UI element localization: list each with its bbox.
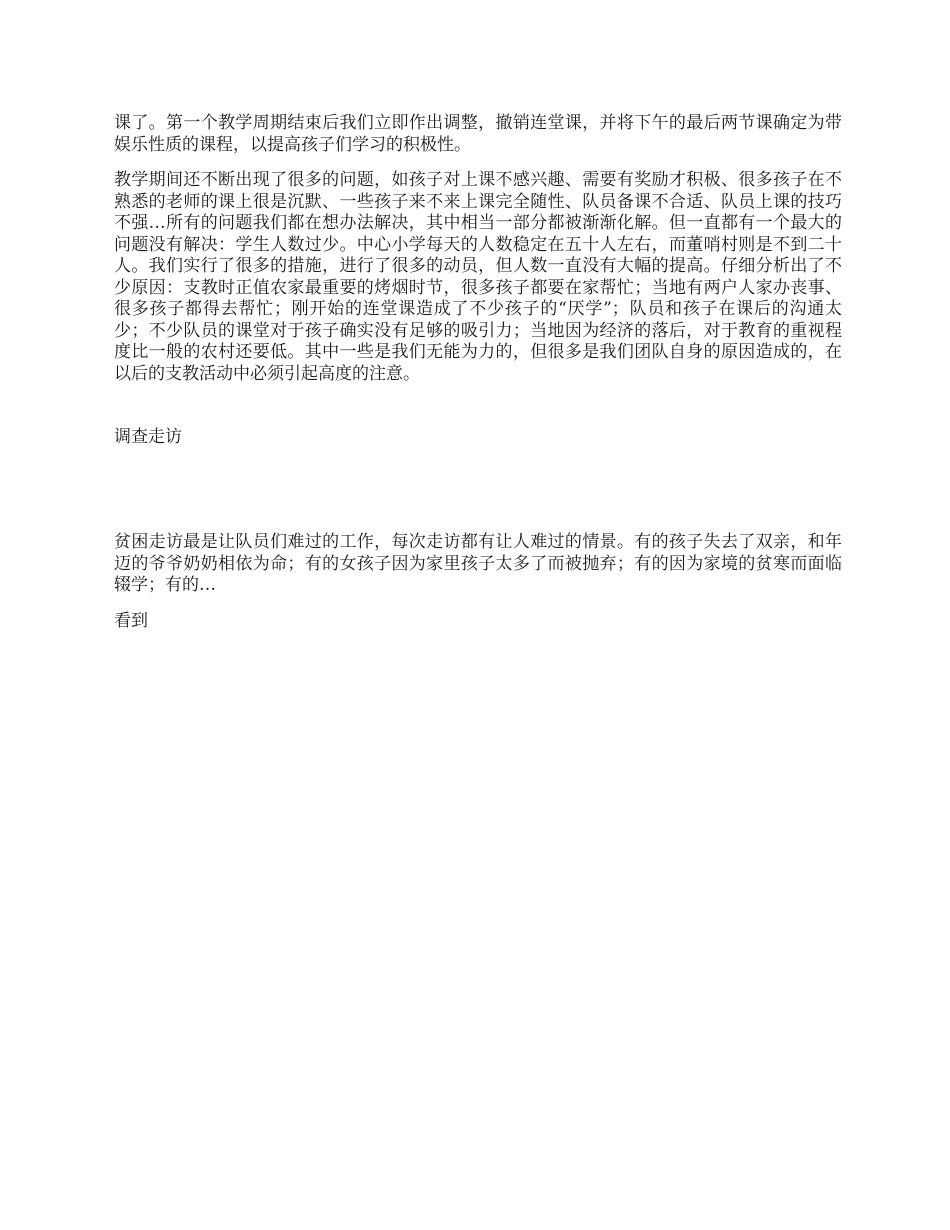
paragraph-teaching-problems: 教学期间还不断出现了很多的问题，如孩子对上课不感兴趣、需要有奖励才积极、很多孩子在不熟悉的老师的课上很是沉默、一些孩子来不来上课完全随性、队员备课不合适、队员上课的技巧不强…所有的问题我们都在想办法解决，其中相当一部分都被渐渐化解。但一直都有一个最大的问题没有解决：学生人数过少。中心小学每天的人数稳定在五十人左右，而董哨村则是不到二十人。我们实行了很多的措施，进行了很多的动员，但人数一直没有大幅的提高。仔细分析出了不少原因：支教时正值农家最重要的烤烟时节，很多孩子都要在家帮忙；当地有两户人家办丧事、很多孩子都得去帮忙；刚开始的连堂课造成了不少孩子的“厌学”；队员和孩子在课后的沟通太少；不少队员的课堂对于孩子确实没有足够的吸引力；当地因为经济的落后，对于教育的重视程度比一般的农村还要低。其中一些是我们无能为力的，但很多是我们团队自身的原因造成的，在以后的支教活动中必须引起高度的注意。 <box>114 170 842 384</box>
paragraph-fragment: 看到 <box>114 611 148 631</box>
section-heading-survey-visits: 调查走访 <box>114 427 182 447</box>
paragraph-poverty-visits: 贫困走访最是让队员们难过的工作，每次走访都有让人难过的情景。有的孩子失去了双亲，和年迈的爷爷奶奶相依为命；有的女孩子因为家里孩子太多了而被抛弃；有的因为家境的贫寒而面临辍学；有的… <box>114 532 842 595</box>
paragraph-teaching-adjustment: 课了。第一个教学周期结束后我们立即作出调整，撤销连堂课，并将下午的最后两节课确定为带娱乐性质的课程，以提高孩子们学习的积极性。 <box>114 113 842 155</box>
